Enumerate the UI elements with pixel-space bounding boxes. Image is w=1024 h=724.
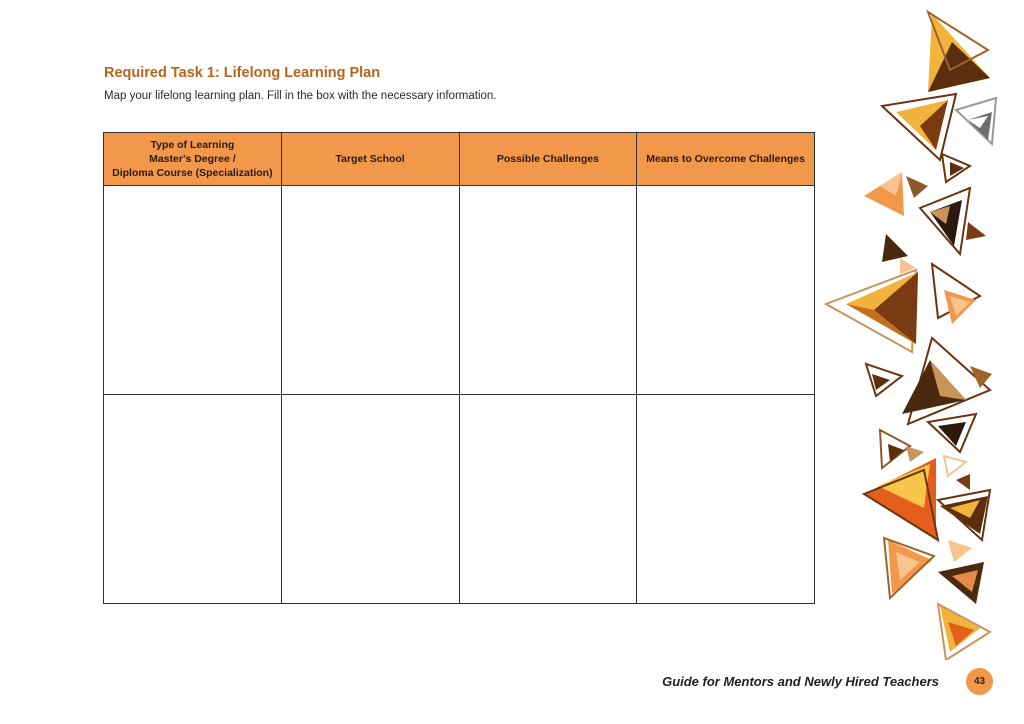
geometric-triangles-decoration [820,0,1024,660]
fill-in-cell[interactable] [281,395,459,604]
header-line: Diploma Course (Specialization) [112,167,273,179]
footer-title: Guide for Mentors and Newly Hired Teachers [662,674,939,689]
task-instruction: Map your lifelong learning plan. Fill in the box with the necessary information. [104,90,497,102]
header-line: Means to Overcome Challenges [646,153,805,165]
header-line: Master's Degree / [149,153,236,165]
header-type-of-learning [104,133,282,186]
fill-in-cell[interactable] [104,395,282,604]
header-line: Type of Learning [150,139,235,151]
fill-in-cell[interactable] [459,186,637,395]
task-title: Required Task 1: Lifelong Learning Plan [104,65,381,81]
header-line: Possible Challenges [496,153,599,165]
header-means-to-overcome [637,133,815,186]
fill-in-cell[interactable] [637,186,815,395]
table-header-row [104,133,815,186]
header-possible-challenges [459,133,637,186]
fill-in-cell[interactable] [281,186,459,395]
page-number-badge: 43 [966,668,993,695]
header-line: Target School [335,153,405,165]
fill-in-cell[interactable] [459,395,637,604]
header-target-school [281,133,459,186]
learning-plan-table [103,132,815,604]
fill-in-cell[interactable] [637,395,815,604]
fill-in-cell[interactable] [104,186,282,395]
table-row [104,186,815,395]
table-row [104,395,815,604]
